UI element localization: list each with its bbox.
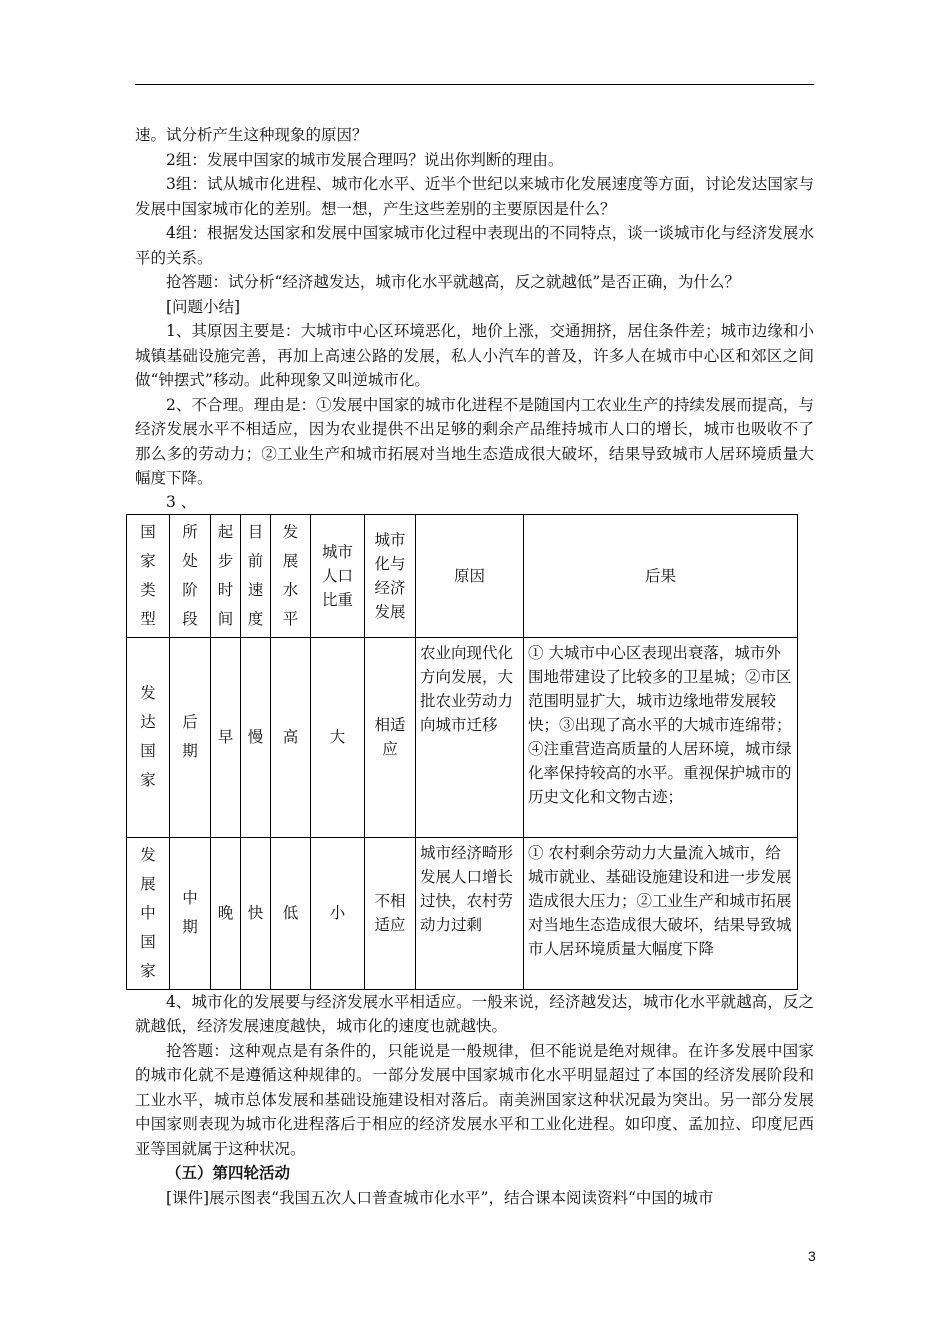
cell-cause: 农业向现代化方向发展，大批农业劳动力向城市迁移 bbox=[416, 637, 524, 837]
page-number: 3 bbox=[808, 1248, 816, 1264]
cell-type: 发达国家 bbox=[127, 637, 170, 837]
paragraph: 2、不合理。理由是：①发展中国家的城市化进程不是随国内工农业生产的持续发展而提高，与经济发展水平不相适应，因为农业提供不出足够的剩余产品维持城市人口的增长，城市也吸收不了那么多的劳动力；②工业生产和城市拓展对当地生态造成很大破坏，结果导致城市人居环境质量大幅度下降。 bbox=[135, 395, 814, 487]
table-row bbox=[127, 637, 798, 837]
cell-start: 晚 bbox=[211, 837, 241, 989]
paragraph: 1、其原因主要是：大城市中心区环境恶化，地价上涨，交通拥挤，居住条件差；城市边缘和小城镇基础设施完善，再加上高速公路的发展，私人小汽车的普及，许多人在城市中心区和郊区之间做“钟摆式”移动。此种现象又叫逆城市化。 bbox=[135, 322, 814, 389]
cell-level: 低 bbox=[271, 837, 311, 989]
paragraph: 4、城市化的发展要与经济发展水平相适应。一般来说，经济越发达，城市化水平就越高，反之就越低，经济发展速度越快，城市化的速度也就越快。 bbox=[135, 992, 814, 1035]
cell-cause: 城市经济畸形发展人口增长过快，农村劳动力过剩 bbox=[416, 837, 524, 989]
cell-stage: 中期 bbox=[170, 837, 211, 989]
cell-share: 小 bbox=[311, 837, 365, 989]
cell-speed: 慢 bbox=[241, 637, 271, 837]
item-3-label: 3 、 bbox=[166, 492, 197, 511]
cell-start: 早 bbox=[211, 637, 241, 837]
paragraph: 抢答题：这种观点是有条件的，只能说是一般规律，但不能说是绝对规律。在许多发展中国家的城市化就不是遵循这种规律的。一部分发展中国家城市化水平明显超过了本国的经济发展阶段和工业水平，城市总体发展和基础设施建设相对落后。南美洲国家这种状况最为突出。另一部分发展中国家则表现为城市化进程落后于相应的经济发展水平和工业化进程。如印度、孟加拉、印度尼西亚等国就属于这种状况。 bbox=[135, 1041, 814, 1158]
paragraph: 2组：发展中国家的城市发展合理吗？说出你判断的理由。 bbox=[166, 150, 564, 169]
cell-level: 高 bbox=[271, 637, 311, 837]
table-row bbox=[127, 837, 798, 989]
header-cell: 城市人口比重 bbox=[311, 514, 365, 637]
header-cell: 发展水平 bbox=[271, 514, 311, 637]
header-cell: 目前速度 bbox=[241, 514, 271, 637]
header-cell: 起步时间 bbox=[211, 514, 241, 637]
header-cell: 所处阶段 bbox=[170, 514, 211, 637]
cell-speed: 快 bbox=[241, 837, 271, 989]
table-header-row bbox=[127, 514, 798, 637]
header-rule bbox=[135, 84, 814, 85]
cell-effect: ① 农村剩余劳动力大量流入城市，给城市就业、基础设施建设和进一步发展造成很大压力；②工业生产和城市拓展对当地生态造成很大破坏，结果导致城市人居环境质量大幅度下降 bbox=[524, 837, 798, 989]
paragraph: [课件]展示图表“我国五次人口普查城市化水平”，结合课本阅读资料“中国的城市 bbox=[166, 1188, 714, 1207]
header-cell: 原因 bbox=[416, 514, 524, 637]
cell-relation: 相适应 bbox=[365, 637, 416, 837]
paragraph: 抢答题：试分析“经济越发达，城市化水平就越高，反之就越低”是否正确，为什么？ bbox=[166, 273, 740, 291]
cell-stage: 后期 bbox=[170, 637, 211, 837]
cell-share: 大 bbox=[311, 637, 365, 837]
summary-heading: [问题小结] bbox=[166, 297, 241, 316]
section-heading: （五）第四轮活动 bbox=[166, 1163, 291, 1182]
cell-relation: 不相适应 bbox=[365, 837, 416, 989]
cell-type: 发展中国家 bbox=[127, 837, 170, 989]
cell-effect: ① 大城市中心区表现出衰落，城市外围地带建设了比较多的卫星城；②市区范围明显扩大，城市边缘地带发展较快；③出现了高水平的大城市连绵带；④注重营造高质量的人居环境，城市绿化率保持较高的水平。重视保护城市的历史文化和文物古迹； bbox=[524, 637, 798, 837]
header-cell: 后果 bbox=[524, 514, 798, 637]
header-cell: 国家类型 bbox=[127, 514, 170, 637]
paragraph: 4组：根据发达国家和发展中国家城市化过程中表现出的不同特点，谈一谈城市化与经济发展水平的关系。 bbox=[135, 224, 814, 267]
paragraph: 3组：试从城市化进程、城市化水平、近半个世纪以来城市化发展速度等方面，讨论发达国家与发展中国家城市化的差别。想一想，产生这些差别的主要原因是什么？ bbox=[135, 175, 814, 218]
header-cell: 城市化与经济发展 bbox=[365, 514, 416, 637]
comparison-table bbox=[126, 514, 798, 990]
document-body bbox=[135, 123, 814, 1210]
paragraph: 速。试分析产生这种现象的原因？ bbox=[135, 126, 368, 144]
